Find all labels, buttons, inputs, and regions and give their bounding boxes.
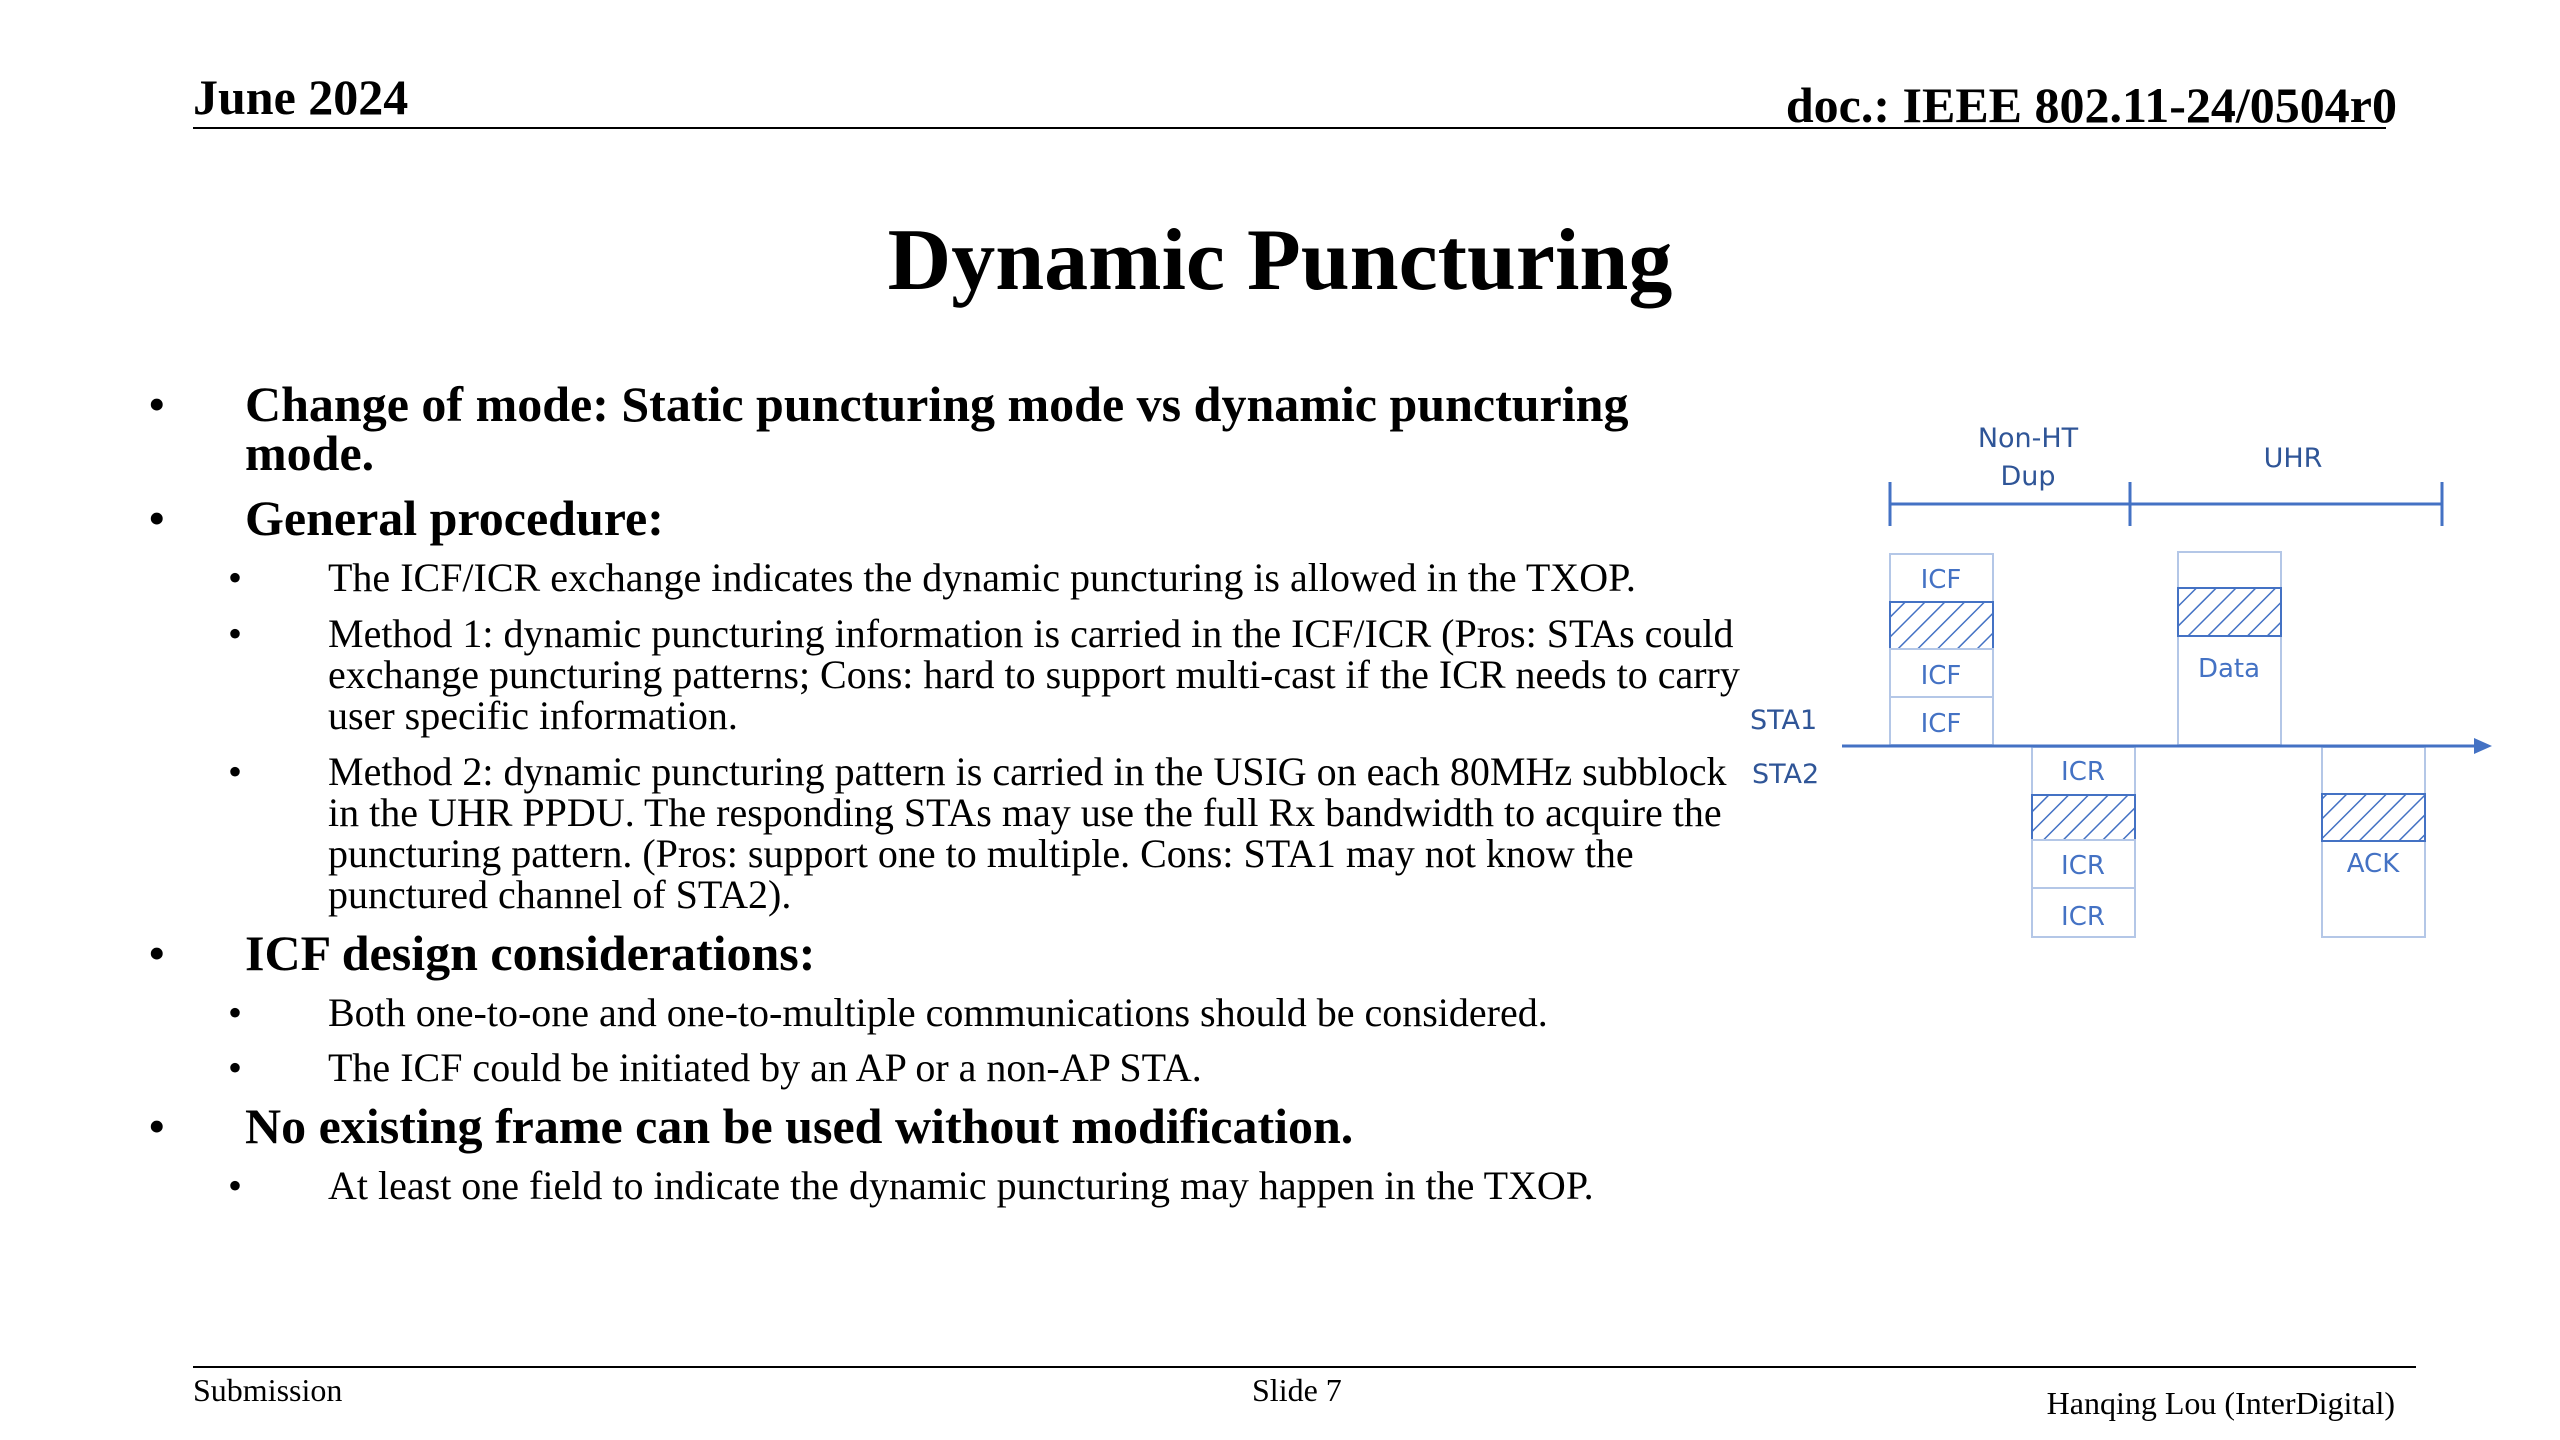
icr-block-label: ICR — [2061, 902, 2105, 932]
bullet-marker: • — [228, 1163, 243, 1208]
bullet-marker: • — [228, 749, 243, 794]
sta2-label: STA2 — [1752, 759, 1820, 790]
footer-submission: Submission — [193, 1372, 343, 1408]
bullet-item — [140, 376, 1750, 481]
bullet-text: General procedure: — [245, 490, 664, 546]
sub-bullet-item — [140, 613, 1750, 736]
footer-author: Hanqing Lou (InterDigital) — [2046, 1385, 2395, 1421]
footer-divider — [193, 1366, 2416, 1368]
bullet-list — [140, 376, 1750, 1208]
bullet-marker: • — [148, 925, 166, 981]
bullet-text: At least one field to indicate the dynamic puncturing may happen in the TXOP. — [328, 1163, 1594, 1208]
duration-bracket — [1890, 482, 2442, 526]
bullet-marker: • — [148, 376, 166, 432]
icf-stack — [1890, 554, 1993, 745]
bullet-text: The ICF could be initiated by an AP or a non-AP STA. — [328, 1045, 1202, 1090]
sub-bullet-item — [140, 557, 1750, 598]
header-doc-id: doc.: IEEE 802.11-24/0504r0 — [1785, 77, 2397, 133]
nonht-label-line1: Non-HT — [1977, 423, 2079, 454]
bullet-text: Method 2: dynamic puncturing pattern is carried in the USIG on each 80MHz subblock in the UHR PPDU. The responding STAs may use the full Rx bandwidth to acquire the puncturing pattern. (Pros: support one to multiple. Cons: STA1 may not know the punctured channel of STA2). — [328, 749, 1727, 917]
bullet-text: Change of mode: Static puncturing mode vs dynamic puncturing mode. — [245, 376, 1629, 481]
punctured-subchannel — [1890, 602, 1993, 649]
uhr-label: UHR — [2263, 443, 2323, 474]
bullet-text: Method 1: dynamic puncturing information is carried in the ICF/ICR (Pros: STAs could exchange puncturing patterns; Cons: hard to support multi-cast if the ICR needs to carry user specific information. — [328, 611, 1740, 738]
punctured-subchannel — [2322, 794, 2425, 841]
data-block-label: Data — [2197, 654, 2261, 684]
bullet-text: ICF design considerations: — [245, 925, 816, 981]
bullet-text: Both one-to-one and one-to-multiple communications should be considered. — [328, 990, 1548, 1035]
puncturing-timing-diagram — [1730, 400, 2510, 960]
bullet-marker: • — [148, 490, 166, 546]
data-block — [2178, 552, 2281, 745]
icr-block-label: ICR — [2061, 851, 2105, 881]
header-divider — [193, 127, 2386, 129]
icf-block-label: ICF — [1920, 661, 1962, 691]
bullet-text: No existing frame can be used without modification. — [245, 1098, 1354, 1154]
footer-slide-number: Slide 7 — [1252, 1372, 1342, 1408]
nonht-label-line2: Dup — [2000, 461, 2056, 492]
icf-block-label: ICF — [1920, 709, 1962, 739]
icf-block-label: ICF — [1920, 565, 1962, 595]
sub-bullet-item — [140, 1165, 1750, 1206]
bullet-marker: • — [228, 555, 243, 600]
bullet-text: The ICF/ICR exchange indicates the dynamic puncturing is allowed in the TXOP. — [328, 555, 1636, 600]
sta1-label: STA1 — [1750, 705, 1818, 736]
bullet-marker: • — [228, 1045, 243, 1090]
bullet-marker: • — [228, 611, 243, 656]
bullet-item — [140, 490, 1750, 546]
ack-block-label: ACK — [2346, 849, 2400, 879]
sub-bullet-item — [140, 992, 1750, 1033]
sub-bullet-item — [140, 1047, 1750, 1088]
punctured-subchannel — [2178, 588, 2281, 636]
icr-stack — [2032, 747, 2135, 937]
slide-title: Dynamic Puncturing — [887, 212, 1673, 309]
bullet-marker: • — [228, 990, 243, 1035]
bullet-item — [140, 925, 1750, 981]
sub-bullet-item — [140, 751, 1750, 915]
punctured-subchannel — [2032, 795, 2135, 840]
bullet-marker: • — [148, 1098, 166, 1154]
bullet-item — [140, 1098, 1750, 1154]
ack-block — [2322, 747, 2425, 937]
icr-block-label: ICR — [2061, 757, 2105, 787]
header-date: June 2024 — [193, 69, 409, 125]
